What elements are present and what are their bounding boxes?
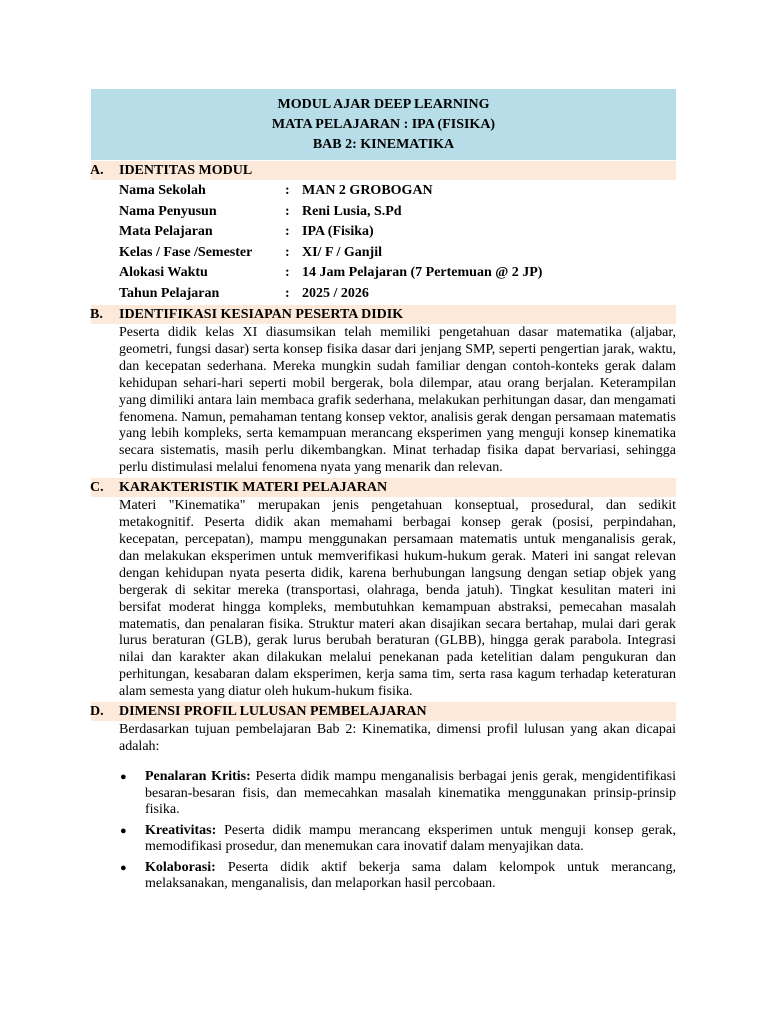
profile-list [91, 769, 676, 893]
section-d-heading [91, 702, 676, 721]
bullet-text: Peserta didik mampu menganalisis berbagai jenis gerak, mengidentifikasi besaran-besaran fisis, dan memecahkan masalah kinematika menggunakan prinsip-prinsip fisika. [145, 769, 676, 818]
section-b-heading [91, 305, 676, 324]
bullet-term: Penalaran Kritis: [145, 769, 251, 785]
identity-label: Nama Penyusun [119, 203, 217, 219]
identity-row-school [119, 181, 676, 202]
identity-value: IPA (Fisika) [302, 224, 374, 239]
section-b-paragraph: Peserta didik kelas XI diasumsikan telah memiliki pengetahuan dasar matematika (aljabar, geometri, fungsi dasar) serta konsep fisika dasar dari jenjang SMP, seperti pengertian jarak, waktu, dan kecepatan sederhana. Mereka mungkin sudah familiar dengan contoh-konteks gerak dalam kehidupan sehari-hari seperti mobil bergerak, bola dilempar, atau orang berjalan. Keterampilan yang dimiliki antara lain membaca grafik sederhana, melakukan perhitungan dasar, dan mengamati fenomena. Namun, pemahaman tentang konsep vektor, analisis gerak dengan persamaan matematis yang lebih kompleks, serta kemampuan merancang eksperimen yang menguji konsep kinematika secara sistematis, masih perlu dikembangkan. Minat terhadap fisika dapat bervariasi, sehingga perlu distimulasi melalui fenomena nyata yang menarik dan relevan. [119, 325, 676, 476]
identity-value: MAN 2 GROBOGAN [302, 183, 433, 198]
identity-value: 14 Jam Pelajaran (7 Pertemuan @ 2 JP) [302, 265, 543, 280]
section-c-heading [91, 478, 676, 497]
identity-label: Mata Pelajaran [119, 224, 213, 239]
section-title: IDENTITAS MODUL [119, 163, 253, 178]
identity-colon: : [285, 224, 290, 239]
bullet-text: Peserta didik aktif bekerja sama dalam kelompok untuk merancang, melaksanakan, menganalisis, dan melaporkan hasil percobaan. [145, 859, 676, 892]
section-title: KARAKTERISTIK MATERI PELAJARAN [119, 480, 388, 496]
identity-row-class [119, 243, 676, 264]
section-title: DIMENSI PROFIL LULUSAN PEMBELAJARAN [119, 704, 427, 720]
bullet-text: Peserta didik mampu merancang eksperimen untuk menguji konsep gerak, memodifikasi prosedur, dan menemukan cara inovatif dalam menyajikan data. [145, 822, 676, 855]
section-letter: C. [90, 480, 104, 496]
identity-row-time [119, 263, 676, 284]
list-item [120, 769, 676, 819]
section-letter: D. [90, 704, 104, 720]
section-letter: B. [90, 307, 103, 322]
bullet-icon: ● [120, 771, 127, 784]
title-block [91, 89, 676, 160]
document-page [91, 89, 676, 897]
bullet-term: Kreativitas: [145, 822, 217, 838]
identity-value: Reni Lusia, S.Pd [302, 203, 402, 219]
list-item [120, 859, 676, 893]
identity-label: Alokasi Waktu [119, 265, 208, 280]
identity-colon: : [285, 265, 290, 280]
section-c-paragraph: Materi "Kinematika" merupakan jenis pengetahuan konseptual, prosedural, dan sedikit metakognitif. Peserta didik akan memahami berbagai konsep gerak (posisi, perpindahan, kecepatan, percepatan), mampu menggunakan persamaan matematis untuk menganalisis gerak, dan melakukan eksperimen untuk memverifikasi hukum-hukum gerak. Materi ini sangat relevan dengan kehidupan nyata peserta didik, karena berhubungan langsung dengan setiap objek yang bergerak di sekitar mereka (transportasi, olahraga, benda jatuh). Tingkat kesulitan materi ini bersifat moderat hingga kompleks, membutuhkan kemampuan abstraksi, pemecahan masalah matematis, dan penalaran fisika. Struktur materi akan disajikan secara bertahap, mulai dari gerak lurus beraturan (GLB), gerak lurus berubah beraturan (GLBB), hingga gerak parabola. Integrasi nilai dan karakter akan dilakukan melalui penekanan pada ketelitian dalam pengukuran dan perhitungan, kesabaran dalam eksperimen, kerja sama tim, serta rasa kagum terhadap keteraturan alam semesta yang diatur oleh hukum-hukum fisika. [119, 498, 676, 700]
bullet-icon: ● [120, 861, 127, 874]
identity-label: Nama Sekolah [119, 183, 206, 198]
chapter-title: BAB 2: KINEMATIKA [312, 137, 455, 152]
identity-label: Tahun Pelajaran [119, 285, 220, 301]
identity-colon: : [285, 285, 290, 301]
identity-row-year [119, 284, 676, 305]
section-letter: A. [90, 163, 104, 178]
identity-label: Kelas / Fase /Semester [119, 244, 253, 260]
section-d-intro: Berdasarkan tujuan pembelajaran Bab 2: Kinematika, dimensi profil lulusan yang akan dicapai adalah: [119, 722, 676, 754]
module-title: MODUL AJAR DEEP LEARNING [277, 97, 490, 112]
identity-colon: : [285, 203, 290, 219]
identity-value: XI/ F / Ganjil [302, 244, 382, 260]
identity-row-subject [119, 222, 676, 243]
identity-value: 2025 / 2026 [302, 285, 369, 301]
subject-title: MATA PELAJARAN : IPA (FISIKA) [271, 117, 496, 132]
identity-colon: : [285, 244, 290, 260]
section-title: IDENTIFIKASI KESIAPAN PESERTA DIDIK [119, 307, 404, 322]
identity-table [119, 181, 676, 304]
list-item [120, 822, 676, 856]
bullet-icon: ● [120, 824, 127, 837]
section-a-heading [91, 161, 676, 180]
identity-colon: : [285, 183, 290, 198]
identity-row-author [119, 202, 676, 223]
bullet-term: Kolaborasi: [145, 859, 216, 875]
